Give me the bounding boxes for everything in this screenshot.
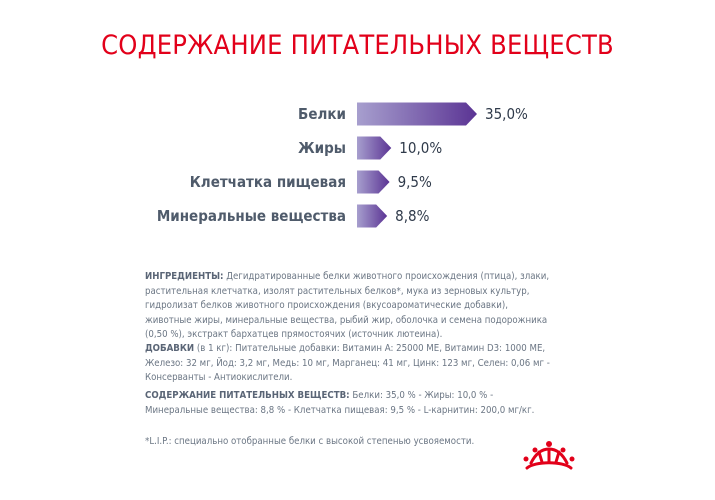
- ingredients-line: Дегидратированные белки животного происхождения (птица), злаки,: [226, 271, 550, 282]
- nutrients-line: Минеральные вещества: 8,8 % - Клетчатка пищевая: 9,5 % - L-карнитин: 200,0 мг/кг.: [145, 404, 535, 416]
- category-label: Белки: [298, 105, 346, 123]
- nutrients-heading: СОДЕРЖАНИЕ ПИТАТЕЛЬНЫХ ВЕЩЕСТВ:: [145, 390, 350, 401]
- ingredients-line: гидролизат белков животного происхождения (вкусоароматические добавки),: [145, 300, 508, 312]
- ingredients-heading: ИНГРЕДИЕНТЫ:: [145, 271, 224, 282]
- nutrients-line: Белки: 35,0 % - Жиры: 10,0 % -: [352, 390, 494, 401]
- ingredients-block: [145, 270, 585, 343]
- ingredients-line: животные жиры, минеральные вещества, рыбий жир, оболочка и семена подорожника: [145, 314, 548, 326]
- ingredients-line: (0,50 %), экстракт бархатцев прямостоячих (источник лютеина).: [145, 329, 443, 341]
- additives-heading-note: (в 1 кг):: [194, 343, 233, 354]
- bar-4: [357, 205, 387, 228]
- additives-block: [145, 342, 585, 386]
- footnote: *L.I.P.: специально отобранные белки с высокой степенью усвояемости.: [145, 436, 475, 447]
- royal-canin-crown-icon: [520, 438, 578, 474]
- value-label: 10,0%: [399, 139, 443, 157]
- bar-2: [357, 137, 391, 160]
- category-label: Жиры: [298, 139, 346, 157]
- nutrient-bar-chart: [0, 95, 715, 235]
- page-title: СОДЕРЖАНИЕ ПИТАТЕЛЬНЫХ ВЕЩЕСТВ: [101, 30, 614, 61]
- additives-line: Железо: 32 мг, Йод: 3,2 мг, Медь: 10 мг, Марганец: 41 мг, Цинк: 123 мг, Селен: 0,06 мг -: [145, 357, 550, 369]
- category-label: Минеральные вещества: [156, 207, 346, 225]
- category-label: Клетчатка пищевая: [189, 173, 346, 191]
- ingredients-line: растительная клетчатка, изолят растительных белков*, мука из зерновых культур,: [145, 285, 530, 297]
- value-label: 9,5%: [397, 173, 432, 191]
- nutrients-block: [145, 389, 585, 418]
- additives-heading: ДОБАВКИ: [145, 343, 195, 354]
- value-label: 8,8%: [395, 207, 430, 225]
- additives-line: Питательные добавки: Витамин A: 25000 МЕ, Витамин D3: 1000 МЕ,: [235, 343, 546, 354]
- bar-1: [357, 103, 477, 126]
- value-label: 35,0%: [485, 105, 528, 123]
- bar-3: [357, 171, 390, 194]
- additives-line: Консерванты - Антиокислители.: [145, 372, 293, 384]
